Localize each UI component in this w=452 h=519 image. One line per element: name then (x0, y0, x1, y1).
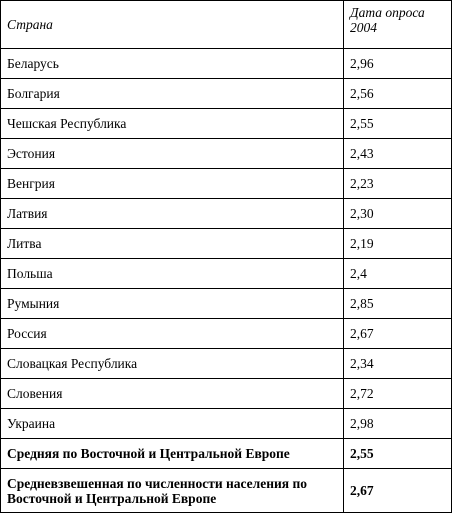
table-row (1, 199, 452, 229)
country-cell: Словацкая Республика (1, 349, 344, 379)
table-body (1, 49, 452, 439)
value-cell: 2,98 (344, 409, 452, 439)
country-cell: Россия (1, 319, 344, 349)
table-row (1, 139, 452, 169)
table-row (1, 409, 452, 439)
table-row (1, 349, 452, 379)
weighted-average-row (1, 469, 452, 513)
table-row (1, 49, 452, 79)
weighted-average-label: Средневзвешенная по численности населения по Восточной и Центральной Европе (1, 469, 344, 513)
table-row (1, 109, 452, 139)
table-row (1, 289, 452, 319)
country-cell: Польша (1, 259, 344, 289)
country-cell: Украина (1, 409, 344, 439)
header-country: Страна (1, 1, 344, 49)
table-row (1, 229, 452, 259)
table-row (1, 319, 452, 349)
value-cell: 2,19 (344, 229, 452, 259)
table-row (1, 79, 452, 109)
average-row (1, 439, 452, 469)
table-row (1, 259, 452, 289)
value-cell: 2,56 (344, 79, 452, 109)
country-cell: Словения (1, 379, 344, 409)
country-cell: Венгрия (1, 169, 344, 199)
table-row (1, 379, 452, 409)
country-cell: Беларусь (1, 49, 344, 79)
value-cell: 2,67 (344, 319, 452, 349)
value-cell: 2,55 (344, 109, 452, 139)
value-cell: 2,30 (344, 199, 452, 229)
average-label: Средняя по Восточной и Центральной Европе (1, 439, 344, 469)
table-header-row (1, 1, 452, 49)
average-value: 2,55 (344, 439, 452, 469)
value-cell: 2,85 (344, 289, 452, 319)
country-cell: Литва (1, 229, 344, 259)
country-cell: Латвия (1, 199, 344, 229)
value-cell: 2,34 (344, 349, 452, 379)
country-cell: Румыния (1, 289, 344, 319)
country-cell: Болгария (1, 79, 344, 109)
value-cell: 2,4 (344, 259, 452, 289)
country-cell: Чешская Республика (1, 109, 344, 139)
value-cell: 2,72 (344, 379, 452, 409)
header-survey-date: Дата опроса 2004 (344, 1, 452, 49)
table-row (1, 169, 452, 199)
value-cell: 2,23 (344, 169, 452, 199)
value-cell: 2,96 (344, 49, 452, 79)
weighted-average-value: 2,67 (344, 469, 452, 513)
value-cell: 2,43 (344, 139, 452, 169)
country-cell: Эстония (1, 139, 344, 169)
